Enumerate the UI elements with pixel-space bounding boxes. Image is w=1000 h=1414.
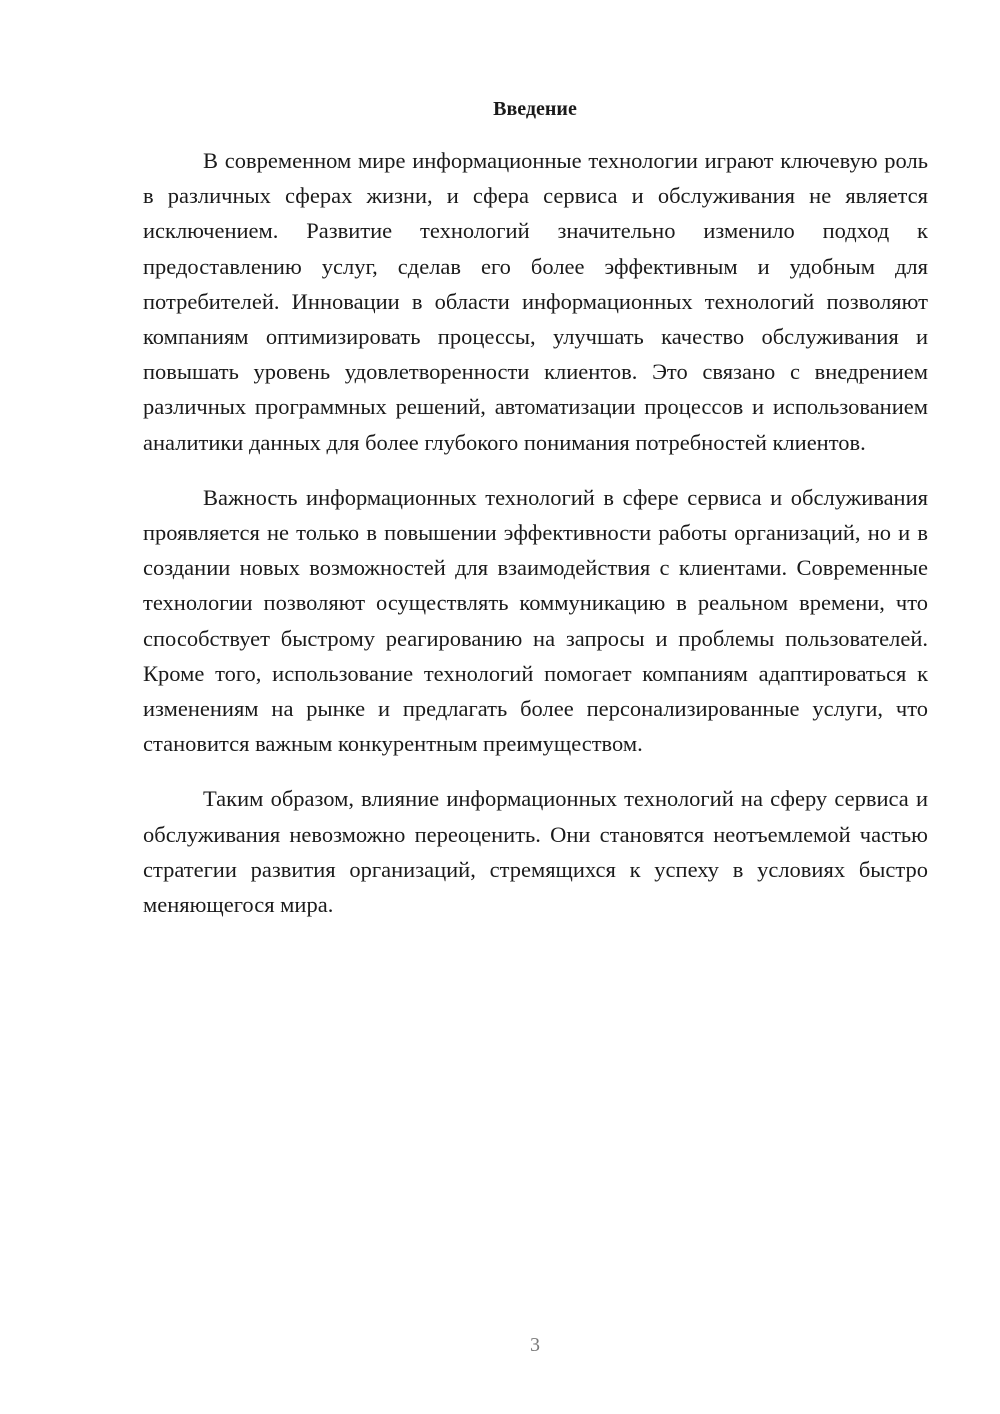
- document-body: [143, 143, 928, 922]
- paragraph-2: Важность информационных технологий в сфере сервиса и обслуживания проявляется не только в повышении эффективности работы организаций, но и в создании новых возможностей для взаимодействия с клиентами. Современные технологии позволяют осуществлять коммуникацию в реальном времени, что способствует быстрому реагированию на запросы и проблемы пользователей. Кроме того, использование технологий помогает компаниям адаптироваться к изменениям на рынке и предлагать более персонализированные услуги, что становится важным конкурентным преимуществом.: [143, 484, 928, 757]
- paragraph-3: Таким образом, влияние информационных технологий на сферу сервиса и обслуживания невозможно переоценить. Они становятся неотъемлемой частью стратегии развития организаций, стремящихся к успеху в условиях быстро меняющегося мира.: [143, 786, 928, 918]
- paragraph-1: В современном мире информационные технологии играют ключевую роль в различных сферах жизни, и сфера сервиса и обслуживания не является исключением. Развитие технологий значительно изменило подход к предоставлению услуг, сделав его более эффективным и удобным для потребителей. Инновации в области информационных технологий позволяют компаниям оптимизировать процессы, улучшать качество обслуживания и повышать уровень удовлетворенности клиентов. Это связано с внедрением различных программных решений, автоматизации процессов и использованием аналитики данных для более глубокого понимания потребностей клиентов.: [143, 148, 928, 455]
- section-title: Введение: [493, 98, 577, 120]
- page-number: 3: [530, 1334, 540, 1356]
